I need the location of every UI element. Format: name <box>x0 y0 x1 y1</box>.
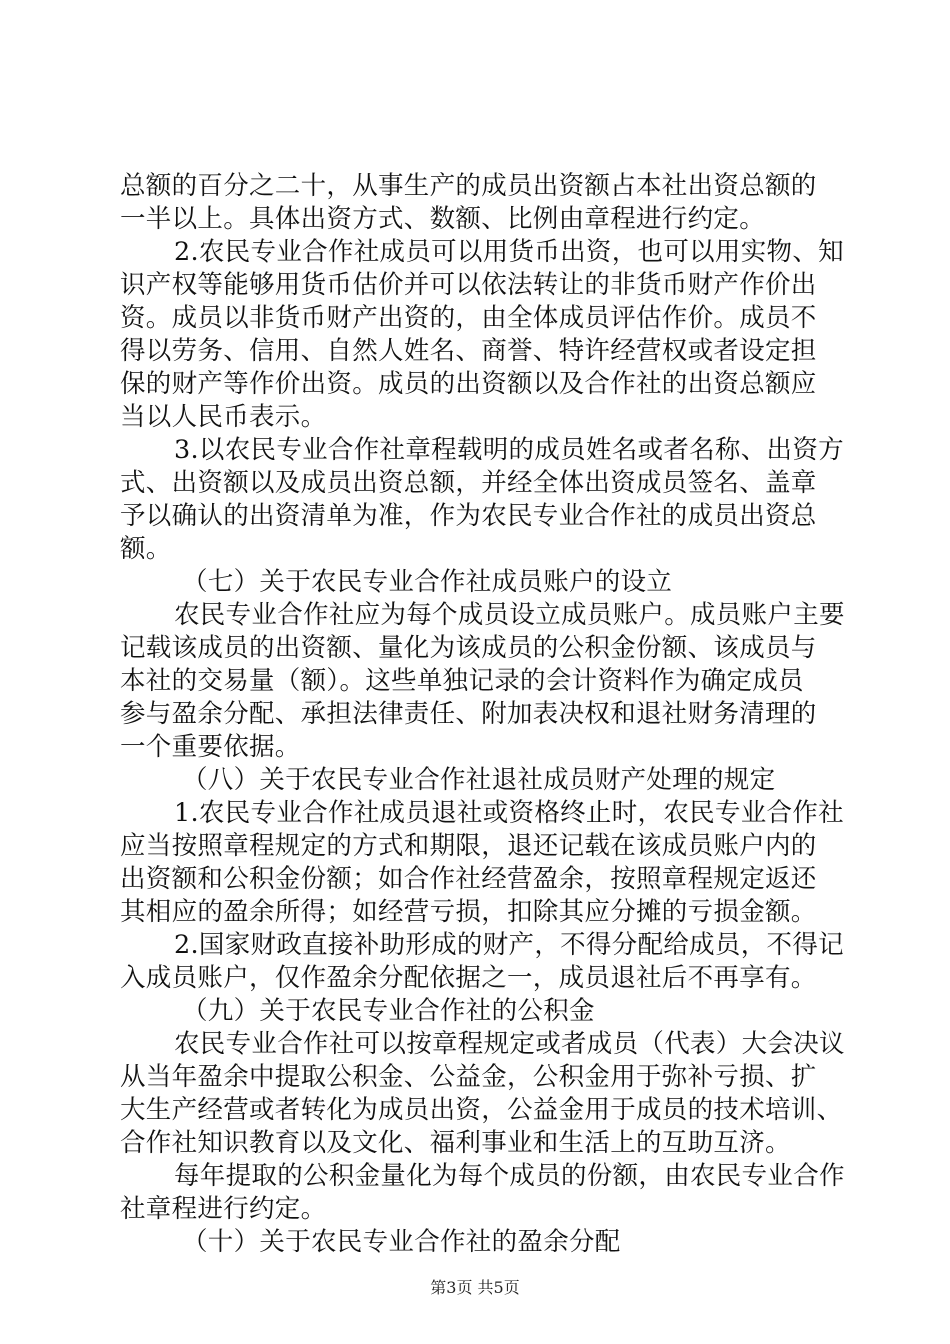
text-line: 1.农民专业合作社成员退社或资格终止时，农民专业合作社 <box>174 798 844 828</box>
page-footer: 第3页 共5页 <box>430 1278 520 1297</box>
text-line: 参与盈余分配、承担法律责任、附加表决权和退社财务清理的 <box>120 699 817 729</box>
text-line: 3.以农民专业合作社章程载明的成员姓名或者名称、出资方 <box>174 435 844 465</box>
text-line: 识产权等能够用货币估价并可以依法转让的非货币财产作价出 <box>120 270 817 300</box>
section-heading: （八）关于农民专业合作社退社成员财产处理的规定 <box>182 765 776 795</box>
text-line: 其相应的盈余所得；如经营亏损，扣除其应分摊的亏损金额。 <box>120 897 817 927</box>
text-line: 式、出资额以及成员出资总额，并经全体出资成员签名、盖章 <box>120 468 817 498</box>
section-heading: （九）关于农民专业合作社的公积金 <box>182 996 595 1026</box>
text-line: 应当按照章程规定的方式和期限，退还记载在该成员账户内的 <box>120 831 817 861</box>
text-line: 每年提取的公积金量化为每个成员的份额，由农民专业合作 <box>174 1161 845 1191</box>
text-line: 一半以上。具体出资方式、数额、比例由章程进行约定。 <box>120 204 766 234</box>
text-line: 一个重要依据。 <box>120 732 301 762</box>
text-line: 当以人民币表示。 <box>120 402 327 432</box>
text-line: 额。 <box>120 534 172 564</box>
text-line: 本社的交易量（额）。这些单独记录的会计资料作为确定成员 <box>120 666 804 696</box>
text-line: 出资额和公积金份额；如合作社经营盈余，按照章程规定返还 <box>120 864 817 894</box>
document-body <box>120 170 845 1259</box>
section-heading: （七）关于农民专业合作社成员账户的设立 <box>182 567 673 597</box>
text-line: 2.农民专业合作社成员可以用货币出资，也可以用实物、知 <box>174 237 844 267</box>
text-line: 入成员账户，仅作盈余分配依据之一，成员退社后不再享有。 <box>120 963 817 993</box>
text-line: 从当年盈余中提取公积金、公益金，公积金用于弥补亏损、扩 <box>120 1062 817 1092</box>
text-line: 农民专业合作社应为每个成员设立成员账户。成员账户主要 <box>174 600 845 630</box>
text-line: 社章程进行约定。 <box>120 1194 327 1224</box>
text-line: 予以确认的出资清单为准，作为农民专业合作社的成员出资总 <box>120 501 817 531</box>
text-line: 记载该成员的出资额、量化为该成员的公积金份额、该成员与 <box>120 633 817 663</box>
text-line: 资。成员以非货币财产出资的，由全体成员评估作价。成员不 <box>120 303 817 333</box>
text-line: 总额的百分之二十，从事生产的成员出资额占本社出资总额的 <box>120 171 817 201</box>
text-line: 农民专业合作社可以按章程规定或者成员（代表）大会决议 <box>174 1029 845 1059</box>
text-line: 保的财产等作价出资。成员的出资额以及合作社的出资总额应 <box>120 369 817 399</box>
section-heading: （十）关于农民专业合作社的盈余分配 <box>182 1227 621 1257</box>
text-line: 合作社知识教育以及文化、福利事业和生活上的互助互济。 <box>120 1128 791 1158</box>
text-line: 得以劳务、信用、自然人姓名、商誉、特许经营权或者设定担 <box>120 336 817 366</box>
text-line: 2.国家财政直接补助形成的财产，不得分配给成员，不得记 <box>174 930 844 960</box>
text-line: 大生产经营或者转化为成员出资，公益金用于成员的技术培训、 <box>120 1095 843 1125</box>
